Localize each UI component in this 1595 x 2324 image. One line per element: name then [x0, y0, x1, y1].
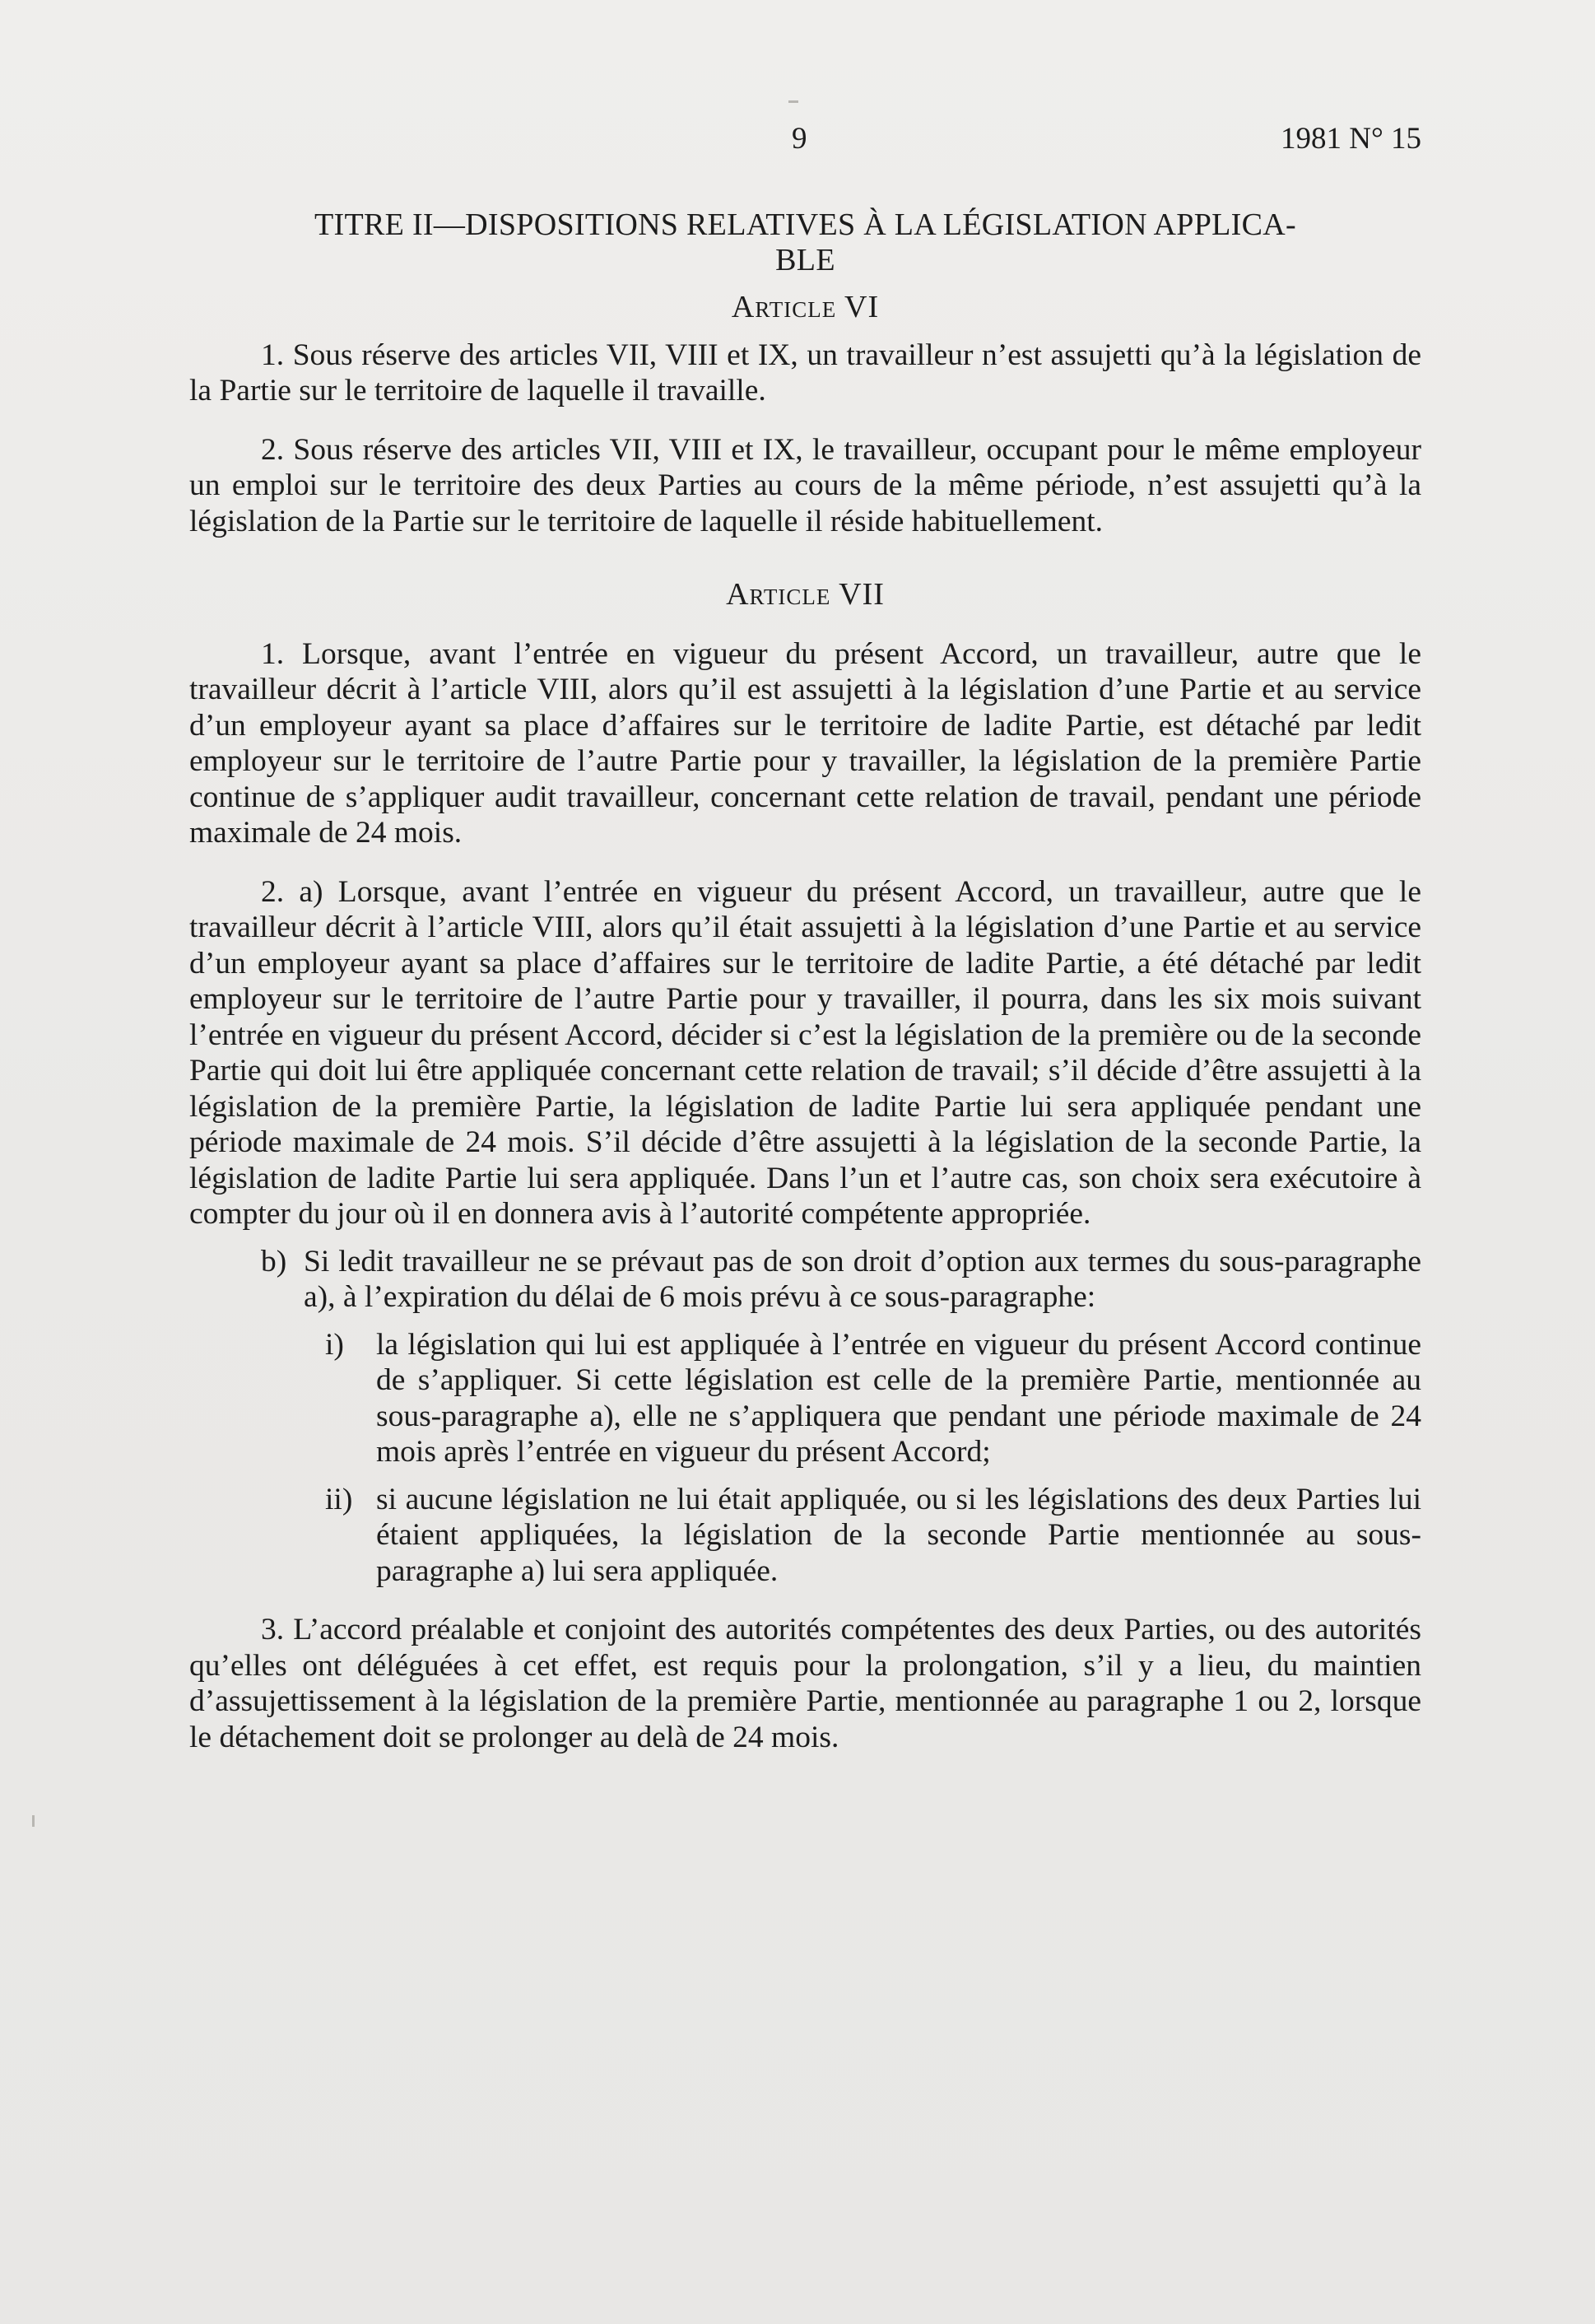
subparagraph-b-marker: b)	[261, 1244, 287, 1278]
section-title-line-1: TITRE II—DISPOSITIONS RELATIVES À LA LÉGISLATION APPLICA-	[314, 207, 1296, 242]
section-title-line-2: BLE	[775, 243, 835, 277]
article-7-subparagraph-b	[189, 1244, 1421, 1316]
article-7-item-ii	[189, 1482, 1421, 1590]
item-i-marker: i)	[325, 1327, 344, 1362]
scan-mark-top	[788, 100, 798, 103]
article-7-item-i	[189, 1327, 1421, 1470]
subparagraph-b-text: Si ledit travailleur ne se prévaut pas de son droit d’option aux termes du sous-paragraphe a), à l’expiration du délai de 6 mois prévu à ce sous-paragraphe:	[304, 1244, 1421, 1314]
item-ii-marker: ii)	[325, 1482, 353, 1516]
item-ii-text: si aucune législation ne lui était appliquée, ou si les législations des deux Parties lui étaient appliquées, la législation de la seconde Partie mentionnée au sous-paragraphe a) lui sera appliquée.	[376, 1482, 1421, 1588]
section-title	[189, 207, 1421, 278]
item-i-text: la législation qui lui est appliquée à l’entrée en vigueur du présent Accord continue de s’appliquer. Si cette législation est celle de la première Partie, mentionnée au sous-paragraphe a), elle ne s’appliquera que pendant une période maximale de 24 mois après l’entrée en vigueur du présent Accord;	[376, 1327, 1421, 1469]
scan-mark-left	[32, 1815, 35, 1827]
document-body	[189, 207, 1421, 1755]
article-6-paragraph-2: 2. Sous réserve des articles VII, VIII et IX, le travailleur, occupant pour le même employeur un emploi sur le territoire des deux Parties au cours de la même période, n’est assujetti qu’à la législation de la Partie sur le territoire de laquelle il réside habituellement.	[189, 432, 1421, 538]
article-7-heading: Article VII	[726, 577, 885, 612]
volume-reference: 1981 N° 15	[1280, 122, 1421, 156]
article-6-paragraph-1: 1. Sous réserve des articles VII, VIII et IX, un travailleur n’est assujetti qu’à la législation de la Partie sur le territoire de laquelle il travaille.	[189, 338, 1421, 408]
article-7-paragraph-2a: 2. a) Lorsque, avant l’entrée en vigueur du présent Accord, un travailleur, autre que le travailleur décrit à l’article VIII, alors qu’il était assujetti à la législation d’une Partie et au service d’un employeur ayant sa place d’affaires sur le territoire de ladite Partie, a été détaché par ledit employeur sur le territoire de l’autre Partie pour y travailler, il pourra, dans les six mois suivant l’entrée en vigueur du présent Accord, décider si c’est la législation de la première ou de la seconde Partie qui doit lui être appliquée concernant cette relation de travail; s’il décide d’être assujetti à la législation de la première Partie, la législation de ladite Partie lui sera appliquée pendant une période maximale de 24 mois. S’il décide d’être assujetti à la législation de la seconde Partie, la législation de ladite Partie lui sera appliquée. Dans l’un et l’autre cas, son choix sera exécutoire à compter du jour où il en donnera avis à l’autorité compétente appropriée.	[189, 874, 1421, 1231]
article-7-paragraph-1: 1. Lorsque, avant l’entrée en vigueur du présent Accord, un travailleur, autre que le travailleur décrit à l’article VIII, alors qu’il est assujetti à la législation d’une Partie et au service d’un employeur ayant sa place d’affaires sur le territoire de ladite Partie, est détaché par ledit employeur sur le territoire de l’autre Partie pour y travailler, la législation de la première Partie continue de s’appliquer audit travailleur, concernant cette relation de travail, pendant une période maximale de 24 mois.	[189, 636, 1421, 850]
page-header	[189, 121, 1421, 162]
page-number: 9	[792, 122, 807, 156]
article-6-heading: Article VI	[731, 290, 880, 324]
article-7-paragraph-3: 3. L’accord préalable et conjoint des autorités compétentes des deux Parties, ou des autorités qu’elles ont déléguées à cet effet, est requis pour la prolongation, s’il y a lieu, du maintien d’assujettissement à la législation de la première Partie, mentionnée au paragraphe 1 ou 2, lorsque le détachement doit se prolonger au delà de 24 mois.	[189, 1613, 1421, 1754]
